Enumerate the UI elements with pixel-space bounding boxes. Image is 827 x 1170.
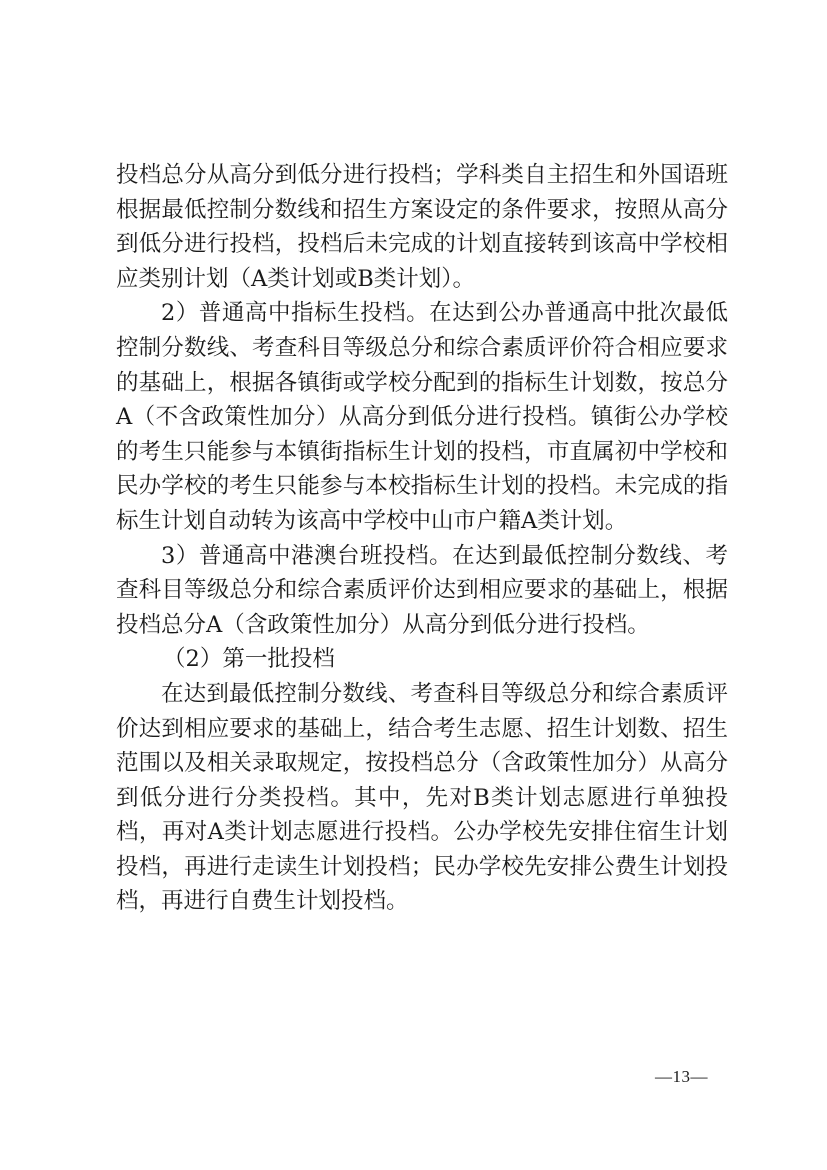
paragraph-continuation: 投档总分从高分到低分进行投档；学科类自主招生和外国语班根据最低控制分数线和招生方案设定的条件要求，按照从高分到低分进行投档，投档后未完成的计划直接转到该高中学校相应类别计划（A类计划或B类计划）。 (116, 162, 728, 292)
page-number: —13— (655, 1067, 708, 1086)
body-text (116, 158, 728, 919)
paragraph-hk-macao-taiwan-class: 3）普通高中港澳台班投档。在达到最低控制分数线、考查科目等级总分和综合素质评价达到相应要求的基础上，根据投档总分A（含政策性加分）从高分到低分进行投档。 (116, 542, 728, 638)
paragraph-first-batch: 在达到最低控制分数线、考查科目等级总分和综合素质评价达到相应要求的基础上，结合考生志愿、招生计划数、招生范围以及相关录取规定，按投档总分（含政策性加分）从高分到低分进行分类投档。其中，先对B类计划志愿进行单独投档，再对A类计划志愿进行投档。公办学校先安排住宿生计划投档，再进行走读生计划投档；民办学校先安排公费生计划投档，再进行自费生计划投档。 (116, 680, 728, 915)
paragraph-indicator-student-admission: 2）普通高中指标生投档。在达到公办普通高中批次最低控制分数线、考查科目等级总分和综合素质评价符合相应要求的基础上，根据各镇街或学校分配到的指标生计划数，按总分A（不含政策性加分）从高分到低分进行投档。镇街公办学校的考生只能参与本镇街指标生计划的投档，市直属初中学校和民办学校的考生只能参与本校指标生计划的投档。未完成的指标生计划自动转为该高中学校中山市户籍A类计划。 (116, 300, 728, 534)
section-heading-first-batch: （2）第一批投档 (163, 646, 335, 673)
